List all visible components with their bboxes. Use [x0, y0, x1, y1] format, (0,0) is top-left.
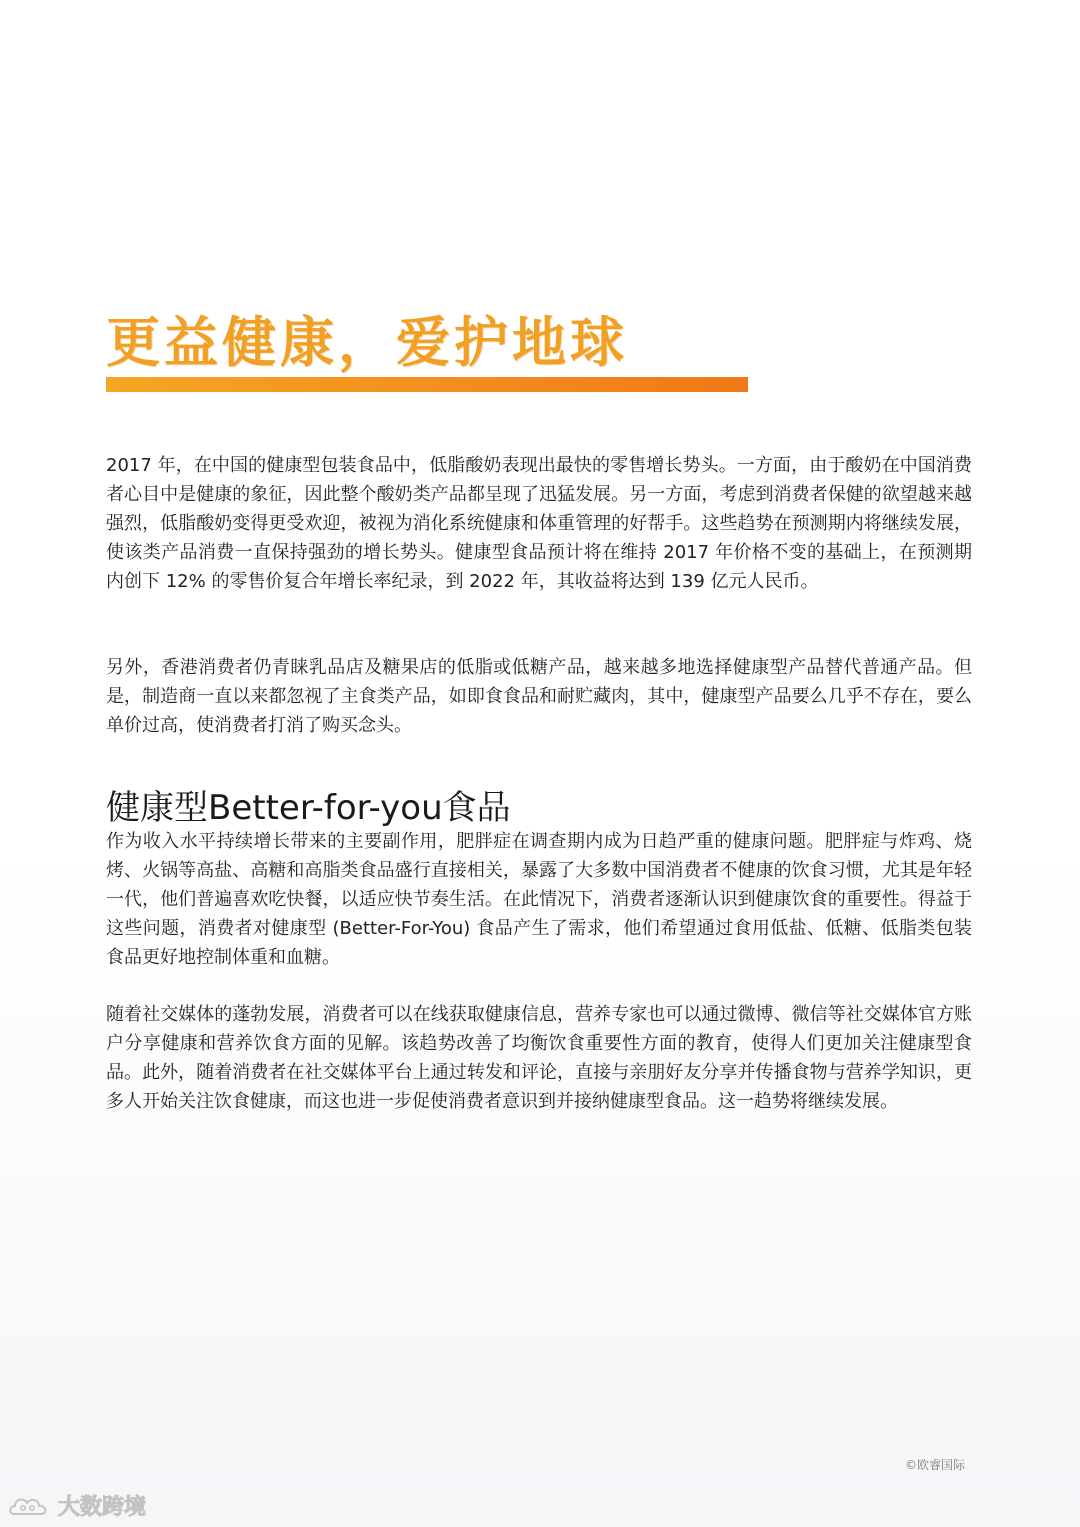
intro-paragraph-1: 2017 年，在中国的健康型包装食品中，低脂酸奶表现出最快的零售增长势头。一方面，由于酸奶在中国消费者心目中是健康的象征，因此整个酸奶类产品都呈现了迅猛发展。另一方面，考虑到消费者保健的欲望越来越强烈，低脂酸奶变得更受欢迎，被视为消化系统健康和体重管理的好帮手。这些趋势在预测期内将继续发展，使该类产品消费一直保持强劲的增长势头。健康型食品预计将在维持 2017 年价格不变的基础上，在预测期内创下 12% 的零售价复合年增长率纪录，到 2022 年，其收益将达到 139 亿元人民币。	[106, 455, 972, 592]
watermark	[8, 1490, 146, 1521]
watermark-text: 大数跨境	[58, 1495, 147, 1520]
intro-paragraph-2: 另外，香港消费者仍青睐乳品店及糖果店的低脂或低糖产品，越来越多地选择健康型产品替代普通产品。但是，制造商一直以来都忽视了主食类产品，如即食食品和耐贮藏肉，其中，健康型产品要么几乎不存在，要么单价过高，使消费者打消了购买念头。	[106, 657, 972, 736]
section-heading: 健康型Better-for-you食品	[106, 788, 511, 828]
section-paragraph-2: 随着社交媒体的蓬勃发展，消费者可以在线获取健康信息，营养专家也可以通过微博、微信等社交媒体官方账户分享健康和营养饮食方面的见解。该趋势改善了均衡饮食重要性方面的教育，使得人们更加关注健康型食品。此外，随着消费者在社交媒体平台上通过转发和评论，直接与亲朋好友分享并传播食物与营养学知识，更多人开始关注饮食健康，而这也进一步促使消费者意识到并接纳健康型食品。这一趋势将继续发展。	[106, 1004, 972, 1112]
title-underline-bar	[106, 377, 748, 392]
section-paragraph-1: 作为收入水平持续增长带来的主要副作用，肥胖症在调查期内成为日趋严重的健康问题。肥胖症与炸鸡、烧烤、火锅等高盐、高糖和高脂类食品盛行直接相关，暴露了大多数中国消费者不健康的饮食习惯，尤其是年轻一代，他们普遍喜欢吃快餐，以适应快节奏生活。在此情况下，消费者逐渐认识到健康饮食的重要性。得益于这些问题，消费者对健康型 (Better-For-You) 食品产生了需求，他们希望通过食用低盐、低糖、低脂类包装食品更好地控制体重和血糖。	[106, 831, 972, 968]
cloud-logo-icon	[8, 1492, 52, 1520]
page-title: 更益健康，爱护地球	[106, 311, 628, 374]
copyright-notice: ©欧睿国际	[905, 1458, 966, 1472]
